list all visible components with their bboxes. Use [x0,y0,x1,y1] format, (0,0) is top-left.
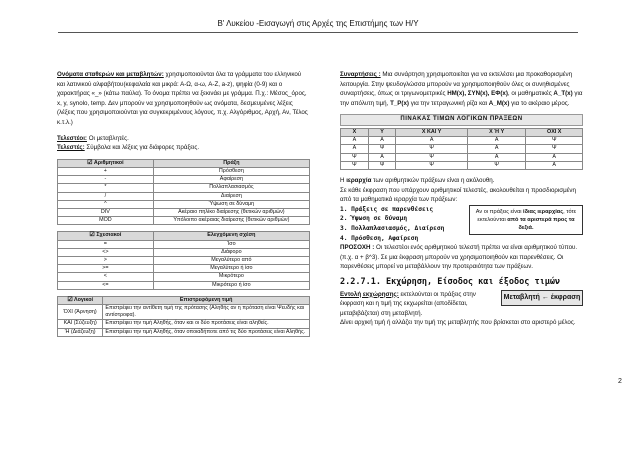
assignment-block [340,290,583,328]
arith-cell: Πολλαπλασιασμός [153,184,309,192]
rel-cell: > [58,256,154,264]
logic-table-wrap [57,296,310,337]
operands-label: Τελεστέοι: [57,134,87,142]
checkbox-icon: ☑ [87,159,93,166]
names-paragraph [57,70,310,128]
logic-cell: ΚΑΙ (Σύζευξη) [58,320,103,328]
truth-header: Y [368,128,396,136]
names-text: χρησιμοποιούνται όλα τα γράμματα του ελληνικού και λατινικού αλφαβήτου(κεφαλαία και μικρά: Α-Ω, α-ω, A-Z, a-z), ψηφία (0-9) και ο χαρακτήρας «_» (κάτω παύλα). Το όνομα πρέπει να ξεκινάει με γράμμα. Π.χ.: Μέσος_όρος, x, y, synolo, temp. Δεν μπορούν να χρησιμοποιηθούν ως ονόματα, δεσμευμένες λέξεις (λέξεις που χρησιμοποιούνται για συγκεκριμένους λόγους, π.χ. Αλγόριθμος, Αρχή, Αν, Τέλος κ.τ.λ.) [57,71,308,126]
rel-cell: <= [58,281,154,289]
arith-cell: / [58,192,154,200]
page-number: 2 [618,378,622,385]
fn-abs: Α_Τ(x) [553,90,573,98]
arith-row [58,192,310,200]
attention-label: ΠΡΟΣΟΧΗ : [340,244,375,252]
truth-cell: Α [526,153,583,161]
priority-item: 1. Πράξεις σε παρενθέσεις [340,205,434,213]
checkbox-icon: ☑ [67,296,73,303]
attention-paragraph [340,243,583,272]
arith-cell: + [58,167,154,175]
priority-label: ιεραρχία [346,176,372,184]
rel-cell: Διάφορο [153,248,309,256]
rel-cell: Μεγαλύτερο από [153,256,309,264]
page-header: Β' Λυκείου -Εισαγωγή στις Αρχές της Επιστήμης των Η/Υ [58,16,578,33]
truth-cell: Ψ [396,153,467,161]
logic-cell: Επιστρέφει την τιμή Αληθής, όταν οποιαδήποτε από τις δύο προτάσεις είναι Αληθής. [103,328,310,336]
truth-cell: Ψ [368,145,396,153]
truth-header: ΟΧΙ X [526,128,583,136]
priority-item: 2. Ύψωση σε δύναμη [340,215,408,223]
names-label: Ονόματα σταθερών και μεταβλητών: [57,71,164,78]
rel-header-1: ☑ Σχεσιακοί [58,232,154,240]
arith-cell: MOD [58,217,154,225]
functions-end: για το ακέραιο μέρος. [509,99,570,107]
arith-row [58,167,310,175]
arith-cell: Διαίρεση [153,192,309,200]
section-title: 2.2.7.1. Εκχώρηση, Είσοδος και έξοδος τιμών [340,276,561,287]
relational-table [57,231,310,289]
logic-cell: Επιστρέφει την τιμή Αληθής, όταν και οι δύο προτάσεις είναι αληθείς. [103,320,310,328]
assignment-paragraph [340,290,495,319]
arith-cell: Αφαίρεση [153,176,309,184]
logic-header-1: ☑ Λογικοί [58,296,103,304]
arith-cell: Ύψωση σε δύναμη [153,200,309,208]
arith-cell: Ακέραιο πηλίκο διαίρεσης (θετικών αριθμών) [153,208,309,216]
logic-cell: Επιστρέφει την αντίθετη τιμή της πρότασης (Αληθής αν η πρόταση είναι Ψευδής και αντίστροφα). [103,305,310,320]
operators-paragraph [57,143,310,153]
arith-row [58,217,310,225]
rel-cell: Μικρότερο [153,273,309,281]
rel-row [58,256,310,264]
rel-row [58,248,310,256]
truth-cell: Ψ [341,153,369,161]
truth-cell: Ψ [396,145,467,153]
arith-row [58,208,310,216]
truth-cell: Ψ [526,137,583,145]
arith-cell: - [58,176,154,184]
checkbox-icon: ☑ [89,232,95,239]
rel-cell: <> [58,248,154,256]
truth-row [341,161,583,169]
logic-table [57,296,310,337]
operands-paragraph [57,134,310,144]
rel-header-2: Ελεγχόμενη σχέση [153,232,309,240]
truth-cell: Α [467,145,526,153]
relational-table-wrap [57,231,310,289]
rel-row [58,273,310,281]
fn-sqrt: Τ_Ρ(x) [390,99,409,107]
truth-cell: Α [467,137,526,145]
right-column [340,70,583,334]
operators-text: Σύμβολα και λέξεις για διάφορες πράξεις. [84,144,200,152]
priority-pre: Η [340,176,347,184]
arith-cell: ^ [58,200,154,208]
truth-cell: Α [467,153,526,161]
assignment-text2: Δίνει αρχική τιμή ή αλλάζει την τιμή της μεταβλητής που βρίσκεται στο αριστερό μέλος. [340,319,576,327]
rel-cell: Μικρότερο ή ίσο [153,281,309,289]
truth-table-wrap [340,128,583,170]
arith-header-1: ☑ Αριθμητικοί [58,159,154,167]
truth-cell: Ψ [341,161,369,169]
arith-cell: * [58,184,154,192]
logic-cell: Ή (Διάζευξη) [58,328,103,336]
assignment-syntax-box: Μεταβλητή ← έκφραση [501,290,583,306]
truth-row [341,153,583,161]
truth-cell: Α [341,145,369,153]
left-column [57,70,310,343]
rel-cell: >= [58,265,154,273]
functions-mid3: για την τετραγωνική ρίζα και [409,99,489,107]
functions-paragraph [340,70,583,108]
attention-text: Οι τελεστέοι ενός αριθμητικού τελεστή πρέπει να είναι αριθμητικού τύπου. (π.χ. α + β^3). Σε μια έκφραση μπορούν να χρησιμοποιηθούν και παρενθέσεις. Οι παρενθέσεις μπορεί να μεταβάλλουν την προτεραιότητα των πράξεων. [340,244,578,271]
logic-row [58,305,310,320]
arith-row [58,184,310,192]
functions-mid2: για την απόλυτη τιμή, [340,90,583,107]
priority-intro: Σε κάθε έκφραση που υπάρχουν αριθμητικοί τελεστές, ακολουθείται η προσδιορισμένη από τα μαθηματικά ιεραρχία των πράξεων: [340,186,576,204]
arith-row [58,200,310,208]
functions-text: Μια συνάρτηση χρησιμοποιείται για να εκτελέσει μια προκαθορισμένη λειτουργία. Στην ψευδογλώσσα μπορούν να χρησιμοποιηθούν όλες οι συνηθισμένες συναρτήσεις, όπως οι τριγωνομετρικές [340,71,573,98]
truth-cell: Α [368,137,396,145]
truth-cell: Ψ [526,145,583,153]
functions-mid: , οι μαθηματικές [507,90,554,98]
arithmetic-table [57,159,310,226]
rel-cell: Μεγαλύτερο ή ίσο [153,265,309,273]
truth-table [340,128,583,170]
rel-cell: Ίσο [153,240,309,248]
arith-row [58,176,310,184]
truth-cell: Α [341,137,369,145]
truth-cell: Ψ [467,161,526,169]
logic-header-2: Επιστρεφόμενη τιμή [103,296,310,304]
truth-row [341,137,583,145]
truth-cell: Α [396,137,467,145]
rel-row [58,265,310,273]
truth-cell: Ψ [396,161,467,169]
rel-row [58,281,310,289]
operands-text: Οι μεταβλητές. [86,134,129,142]
arith-header-2: Πράξη [153,159,309,167]
arithmetic-table-wrap [57,159,310,226]
truth-table-title: ΠΙΝΑΚΑΣ ΤΙΜΩΝ ΛΟΓΙΚΩΝ ΠΡΑΞΕΩΝ [340,114,583,126]
operators-label: Τελεστές: [57,144,85,152]
priority-list [340,205,583,243]
logic-row [58,320,310,328]
arith-cell: Υπόλοιπο ακέραιας διαίρεσης (θετικών αριθμών) [153,217,309,225]
rel-row [58,240,310,248]
arith-cell: DIV [58,208,154,216]
priority-item: 3. Πολλαπλασιασμός, Διαίρεση [340,224,445,232]
logic-cell: ΌΧΙ (Άρνηση) [58,305,103,320]
rel-cell: < [58,273,154,281]
priority-note-box: Αν οι πράξεις είναι ίδιας ιεραρχίας, τότε εκτελούνται από τα αριστερά προς τα δεξιά. [469,205,583,235]
truth-row [341,145,583,153]
fn-trig: ΗΜ(x), ΣΥΝ(x), ΕΦ(x) [447,90,508,98]
truth-header: X Ή Y [467,128,526,136]
assignment-label: Εντολή εκχώρησης: [340,290,399,298]
priority-post: των αριθμητικών πράξεων είναι η ακόλουθη. [371,176,495,184]
truth-header: X [341,128,369,136]
rel-cell: = [58,240,154,248]
arith-cell: Πρόσθεση [153,167,309,175]
fn-int: Α_Μ(x) [488,99,510,107]
priority-paragraph [340,176,583,186]
assignment-text: εκτελούνται οι πράξεις στην έκφραση και η τιμή της εκχωρείται (αποδίδεται, μεταβιβάζεται) στη μεταβλητή. [340,290,476,317]
truth-cell: Α [526,161,583,169]
logic-row [58,328,310,336]
truth-cell: Α [368,153,396,161]
functions-label: Συναρτήσεις : [340,71,381,78]
priority-item: 4. Πρόσθεση, Αφαίρεση [340,234,419,242]
truth-header: X ΚΑΙ Y [396,128,467,136]
truth-cell: Ψ [368,161,396,169]
